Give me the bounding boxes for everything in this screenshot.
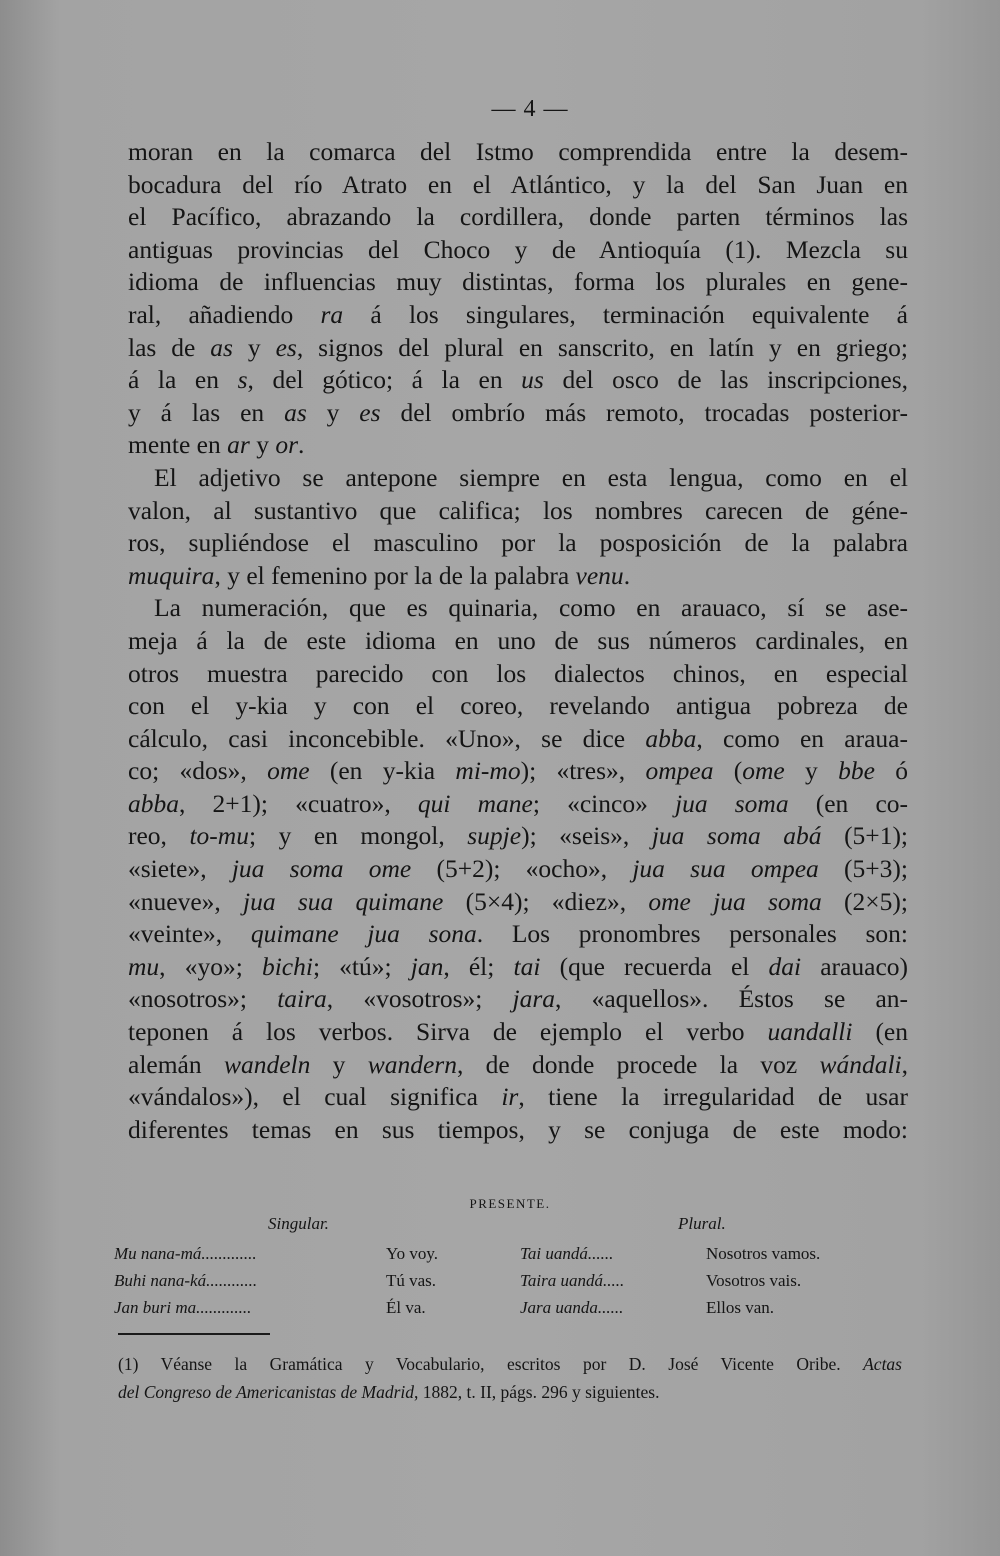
footnote-line: (1) Véanse la Gramática y Vocabulario, escritos por D. José Vicente Oribe. Actas [118,1354,902,1374]
singular-form: Buhi nana-ká............ [114,1271,258,1290]
plural-translation: Ellos van. [706,1298,774,1317]
text-line: diferentes temas en sus tiempos, y se conjuga de este modo: [128,1114,908,1144]
text-line: muquira, y el femenino por la de la palabra venu. [128,560,631,590]
text-line: meja á la de este idioma en uno de sus números cardinales, en [128,625,908,655]
body-text [128,136,908,1146]
text-line: mente en ar y or. [128,430,305,460]
text-line: cálculo, casi inconcebible. «Uno», se dice abba, como en araua- [128,723,908,753]
footnote [118,1350,902,1406]
text-line: á la en s, del gótico; á la en us del osco de las inscripciones, [128,365,909,395]
conjugation-table [114,1244,874,1325]
text-line: el Pacífico, abrazando la cordillera, donde parten términos las [128,202,908,232]
text-line: La numeración, que es quinaria, como en arauaco, sí se ase- [154,593,908,623]
text-line: otros muestra parecido con los dialectos chinos, en especial [128,658,908,688]
text-line: alemán wandeln y wandern, de donde procede la voz wándali, [128,1049,909,1079]
text-line: valon, al sustantivo que califica; los nombres carecen de géne- [128,495,908,525]
text-line: El adjetivo se antepone siempre en esta lengua, como en el [154,462,908,492]
text-line: ral, añadiendo ra á los singulares, terminación equivalente á [128,299,908,329]
plural-form: Jara uanda...... [520,1298,624,1317]
text-line: co; «dos», ome (en y-kia mi-mo); «tres», ompea (ome y bbe ó [128,756,908,786]
conjugation-row [114,1271,874,1298]
footnote-line: del Congreso de Americanistas de Madrid, 1882, t. II, págs. 296 y siguientes. [118,1382,660,1402]
text-line: antiguas provincias del Choco y de Antioquía (1). Mezcla su [128,234,908,264]
text-line: con el y-kia y con el coreo, revelando antigua pobreza de [128,691,908,721]
text-line: ros, supliéndose el masculino por la posposición de la palabra [128,528,908,558]
conjugation-row [114,1298,874,1325]
text-line: idioma de influencias muy distintas, forma los plurales en gene- [128,267,908,297]
page-number: — 4 — [491,96,569,122]
singular-form: Jan buri ma............. [114,1298,252,1317]
plural-column-label: Plural. [678,1214,726,1233]
singular-translation: Yo voy. [386,1244,438,1263]
text-line: y á las en as y es del ombrío más remoto, trocadas posterior- [128,397,909,427]
text-line: bocadura del río Atrato en el Atlántico, y la del San Juan en [128,169,908,199]
text-line: las de as y es, signos del plural en sanscrito, en latín y en griego; [128,332,908,362]
singular-form: Mu nana-má............. [114,1244,257,1263]
text-line: «siete», jua soma ome (5+2); «ocho», jua sua ompea (5+3); [128,854,908,884]
conjugation-heading: PRESENTE. [469,1196,551,1211]
plural-form: Tai uandá...... [520,1244,614,1263]
singular-column-label: Singular. [268,1214,329,1233]
text-line: reo, to-mu; y en mongol, supje); «seis», jua soma abá (5+1); [128,821,909,851]
plural-translation: Nosotros vamos. [706,1244,821,1263]
plural-translation: Vosotros vais. [706,1271,802,1290]
text-line: teponen á los verbos. Sirva de ejemplo el verbo uandalli (en [128,1017,909,1047]
text-line: «nosotros»; taira, «vosotros»; jara, «aquellos». Éstos se an- [128,984,908,1014]
text-line: moran en la comarca del Istmo comprendida entre la desem- [128,137,908,166]
text-line: «veinte», quimane jua sona. Los pronombres personales son: [128,919,909,949]
plural-form: Taira uandá..... [520,1271,625,1290]
text-line: mu, «yo»; bichi; «tú»; jan, él; tai (que recuerda el dai arauaco) [128,951,908,981]
singular-translation: Él va. [386,1298,426,1317]
footnote-divider [118,1333,270,1335]
text-line: «vándalos»), el cual significa ir, tiene la irregularidad de usar [128,1082,908,1112]
text-line: abba, 2+1); «cuatro», qui mane; «cinco» jua soma (en co- [128,788,909,818]
text-line: «nueve», jua sua quimane (5×4); «diez», ome jua soma (2×5); [128,886,908,916]
singular-translation: Tú vas. [386,1271,437,1290]
conjugation-row [114,1244,874,1271]
